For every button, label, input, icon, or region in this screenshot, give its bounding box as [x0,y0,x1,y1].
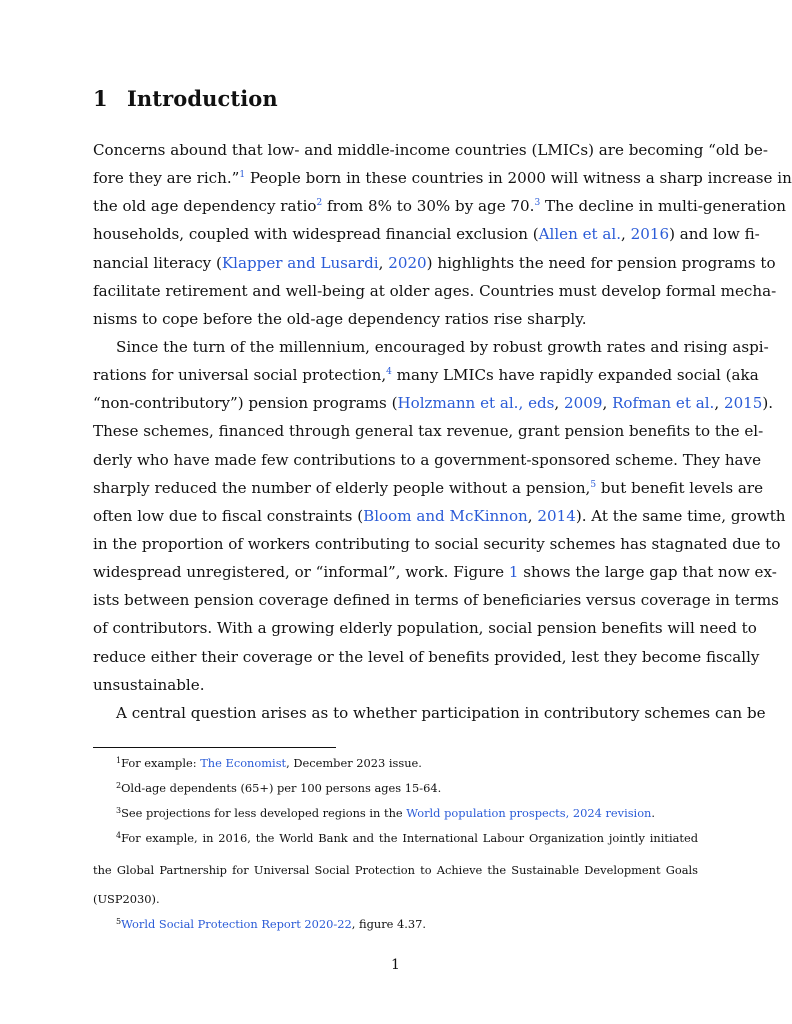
text-line: rations for universal social protection,$^4$ many LMICs have rapidly expanded social (aka [93,366,759,385]
footnote-link[interactable]: The Economist [200,756,287,770]
citation-link[interactable]: 2014 [537,506,576,525]
text-line: unsustainable. [93,675,205,694]
text-line: Concerns abound that low- and middle-income countries (LMICs) are becoming “old be- [93,141,768,159]
text-line: facilitate retirement and well-being at older ages. Countries must develop formal mecha- [93,281,777,300]
citation-link[interactable]: Allen et al. [538,225,622,244]
text-line: ists between pension coverage defined in terms of beneficiaries versus coverage in terms [93,591,779,610]
section-title: Introduction [127,86,278,111]
footnote-rule [93,747,336,748]
citation-link[interactable]: 2020 [388,253,427,272]
footnote-3: $^3$See projections for less developed regions in the World population prospects, 2024 revision. [116,806,656,820]
citation-link[interactable]: Bloom and McKinnon [363,506,528,525]
citation-link[interactable]: 2009 [564,394,603,413]
paragraph-1 [93,136,792,333]
text-line: often low due to fiscal constraints (Bloom and McKinnon, 2014). At the same time, growth [93,506,786,525]
page-number: 1 [391,957,400,973]
text-line: These schemes, financed through general tax revenue, grant pension benefits to the el- [93,422,764,441]
text-line: derly who have made few contributions to a government-sponsored scheme. They have [93,450,762,469]
footnote-ref-2[interactable]: 2 [316,198,323,209]
figure-link[interactable]: 1 [508,563,519,582]
text-line: widespread unregistered, or “informal”, work. Figure 1 shows the large gap that now ex- [93,563,777,582]
citation-link[interactable]: Klapper and Lusardi [221,253,379,272]
text-line: nancial literacy (Klapper and Lusardi, 2020) highlights the need for pension programs to [93,253,776,272]
text-line: reduce either their coverage or the level of benefits provided, lest they become fiscally [93,647,760,666]
citation-link[interactable]: Holzmann et al., eds [397,394,555,413]
footnote-4-line-3: (USP2030). [93,892,160,906]
footnote-link[interactable]: World population prospects, 2024 revision [406,806,652,820]
paragraph-3 [93,699,766,727]
citation-link[interactable]: 2015 [723,394,763,413]
text-line: in the proportion of workers contributing to social security schemes has stagnated due to [93,534,781,553]
text-line: sharply reduced the number of elderly people without a pension,$^5$ but benefit levels are [93,478,764,497]
section-heading [93,86,278,111]
text-line: “non-contributory”) pension programs (Holzmann et al., eds, 2009, Rofman et al., 2015). [93,394,774,413]
text-line: the old age dependency ratio$^2$ from 8% to 30% by age 70.$^3$ The decline in multi-generation [93,197,787,216]
footnote-ref-4[interactable]: 4 [386,367,392,378]
citation-link[interactable]: 2016 [630,225,670,244]
footnote-ref-5[interactable]: 5 [590,479,597,490]
text-line: households, coupled with widespread financial exclusion (Allen et al., 2016) and low fi- [93,225,760,244]
footnote-4-line-1: $^4$For example, in 2016, the World Bank and the International Labour Organization jointly initiated [116,831,698,845]
footnote-link[interactable]: World Social Protection Report 2020-22 [121,917,352,931]
footnote-1: $^1$For example: The Economist, December 2023 issue. [116,756,422,770]
text-line: fore they are rich.”$^1$ People born in these countries in 2000 will witness a sharp increase in [93,169,792,188]
footnote-2: $^2$Old-age dependents (65+) per 100 persons ages 15-64. [116,781,442,795]
paragraph-2 [93,333,786,699]
footnote-4-line-2: the Global Partnership for Universal Social Protection to Achieve the Sustainable Development Goals [93,863,698,877]
text-line: nisms to cope before the old-age dependency ratios rise sharply. [93,309,587,328]
text-line: of contributors. With a growing elderly population, social pension benefits will need to [93,619,757,638]
citation-link[interactable]: Rofman et al. [612,394,715,413]
text-line: Since the turn of the millennium, encouraged by robust growth rates and rising aspi- [116,337,769,356]
footnote-ref-3[interactable]: 3 [534,198,541,209]
body-text [93,136,792,727]
section-number: 1 [93,86,108,111]
footnote-5: $^5$World Social Protection Report 2020-22, figure 4.37. [116,917,427,931]
footnote-ref-1[interactable]: 1 [239,170,246,181]
text-line: A central question arises as to whether participation in contributory schemes can be [116,703,766,722]
